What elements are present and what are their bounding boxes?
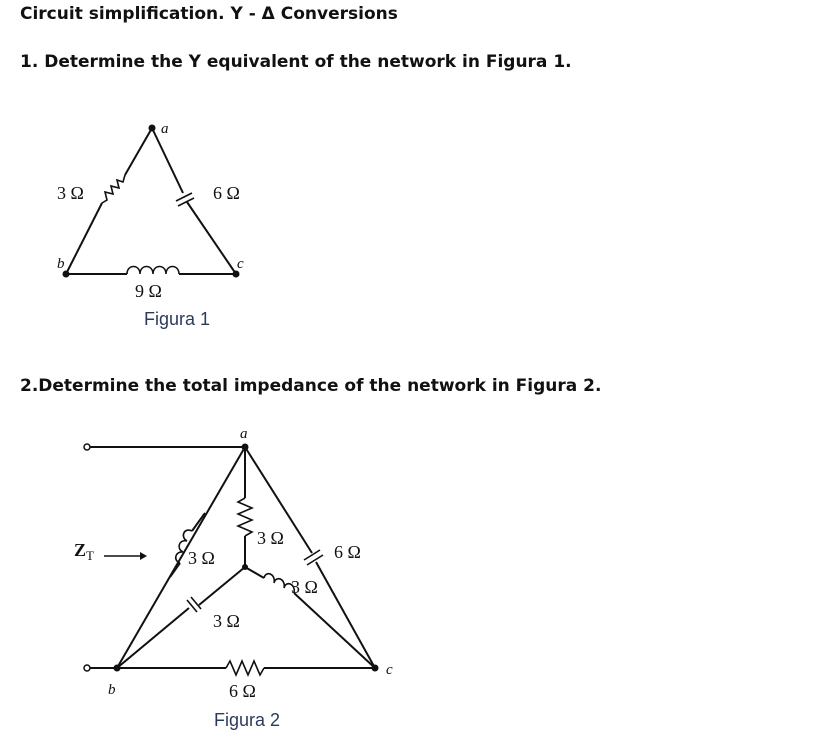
page-title: Circuit simplification. Y - Δ Conversions (20, 4, 398, 24)
figure-2-zt-arrowhead (140, 552, 147, 560)
figure-2-bottom-resistor-label: 6 Ω (229, 681, 256, 701)
figure-1-node-c-label: c (237, 256, 244, 272)
figure-2-node-a-dot (242, 444, 249, 451)
figure-2-caption: Figura 2 (214, 710, 281, 730)
figure-2 (74, 426, 393, 730)
figure-2-center-resistor (238, 498, 252, 536)
figure-2-center-resistor-label: 3 Ω (257, 528, 284, 548)
figure-2-node-b-dot (114, 665, 121, 672)
figure-2-zt-label: $Z_T$ (74, 540, 94, 563)
figure-1-caption: Figura 1 (144, 309, 211, 329)
figure-1-capacitor-label: 6 Ω (213, 183, 240, 203)
figure-2-inner-inductor (264, 574, 294, 593)
figure-1-node-b-label: b (57, 256, 65, 272)
figure-2-bottom-resistor (226, 661, 264, 675)
figure-1-inductor-label: 9 Ω (135, 281, 162, 301)
figure-1 (57, 121, 244, 329)
figure-1-node-a-label: a (161, 121, 169, 137)
figure-2-center-node-dot (242, 564, 248, 570)
figure-2-node-b-label: b (108, 682, 116, 698)
question-1: 1. Determine the Y equivalent of the network in Figura 1. (20, 52, 572, 72)
figure-2-node-a-label: a (240, 426, 248, 442)
figure-2-top-terminal (84, 444, 90, 450)
figure-2-right-capacitor-label: 6 Ω (334, 542, 361, 562)
figure-1-resistor-label: 3 Ω (57, 183, 84, 203)
question-2: 2.Determine the total impedance of the network in Figura 2. (20, 376, 602, 396)
figure-2-node-c-label: c (386, 662, 393, 678)
figure-2-left-inductor-label: 3 Ω (188, 548, 215, 568)
figure-1-node-a-dot (149, 125, 156, 132)
figure-1-resistor (102, 175, 125, 203)
figure-2-bottom-terminal (84, 665, 90, 671)
figure-2-inner-inductor-label: 3 Ω (291, 577, 318, 597)
figure-2-node-c-dot (372, 665, 379, 672)
figure-2-inner-capacitor-label: 3 Ω (213, 611, 240, 631)
figure-1-inductor (127, 267, 179, 275)
